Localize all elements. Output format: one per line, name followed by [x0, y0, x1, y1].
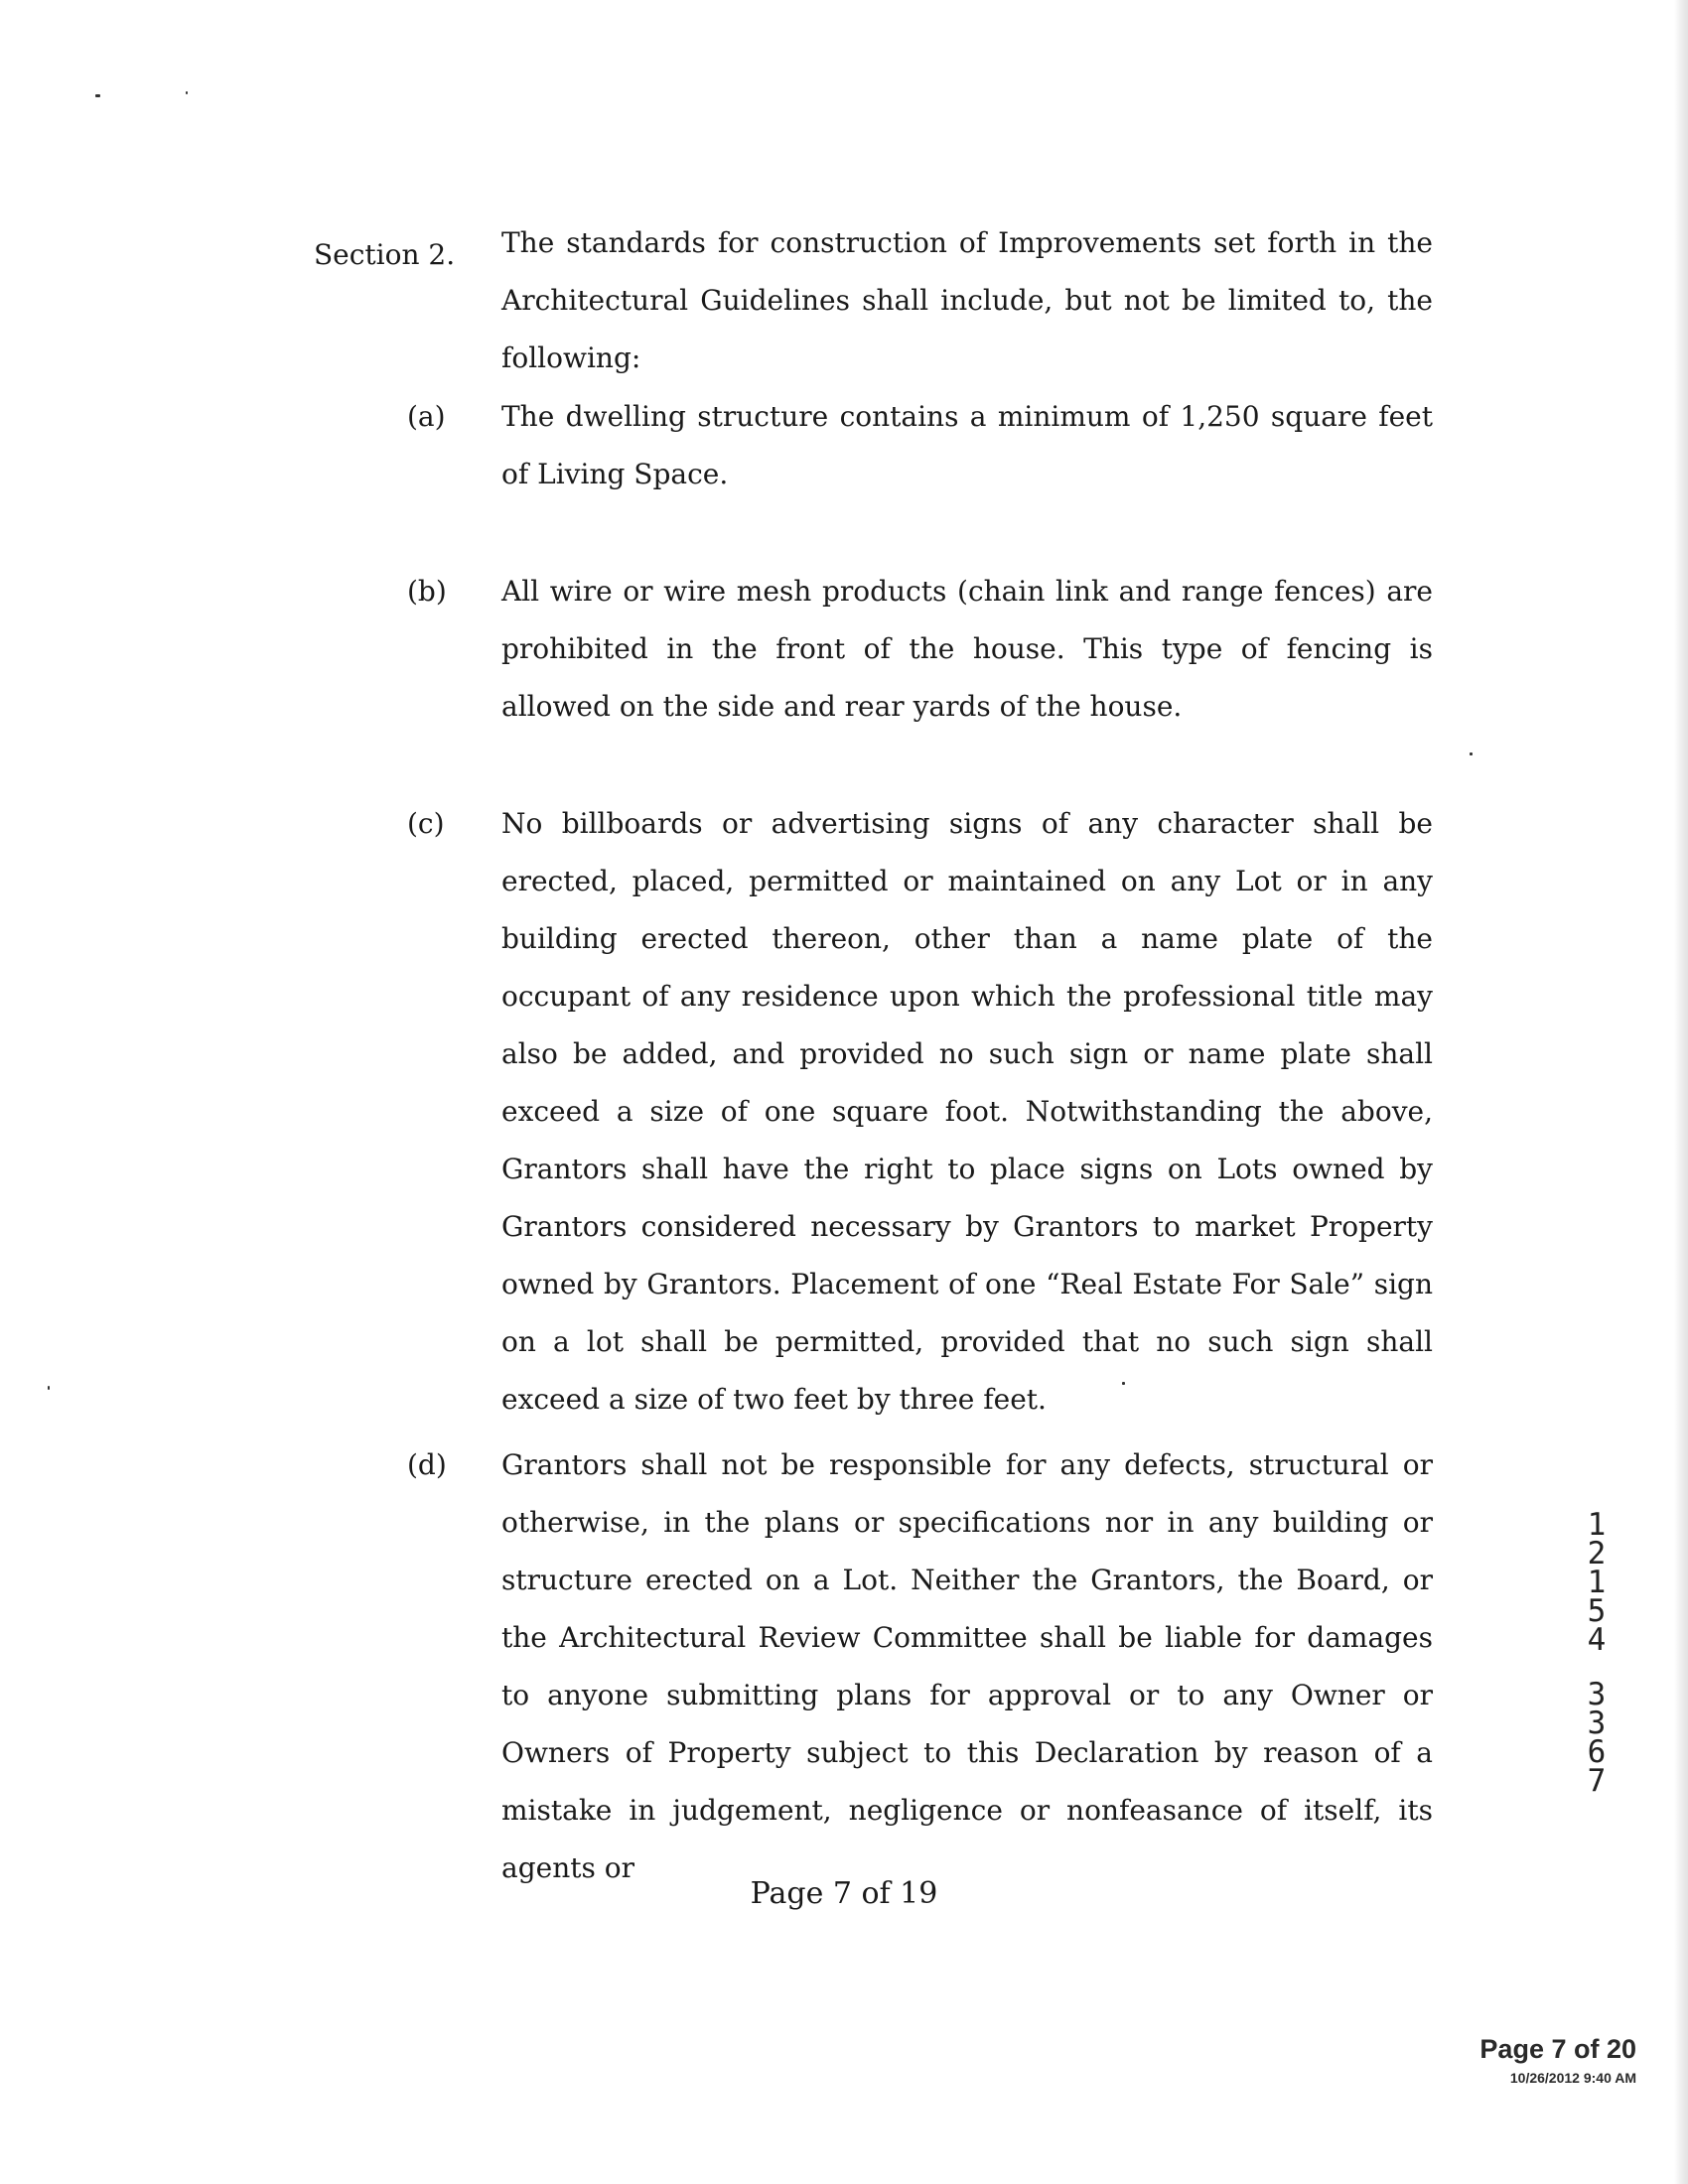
page-number-footer: Page 7 of 19 [750, 1876, 938, 1911]
item-d-label: (d) [407, 1448, 447, 1481]
item-d-text: Grantors shall not be responsible for any defects, structural or otherwise, in the plans or specifications nor in any building or structure erected on a Lot. Neither the Grantors, the Board, or the Architectural Review Committee shall be liable for damages to anyone submitting plans for approval or to any Owner or Owners of Property subject to this Declaration by reason of a mistake in judgement, negligence or nonfeasance of itself, its agents or [501, 1448, 1433, 1884]
book-digit: 1 [1587, 1507, 1607, 1543]
page-digit: 3 [1587, 1677, 1607, 1712]
item-b-label: (b) [407, 575, 447, 608]
book-digit: 5 [1587, 1593, 1607, 1629]
page-digit: 3 [1587, 1706, 1607, 1741]
scanned-page-edge [1674, 0, 1688, 2184]
scan-speck [186, 91, 188, 94]
section-intro-text: The standards for construction of Improvements set forth in the Architectural Guidelines shall include, but not be limited to, the following: [501, 226, 1433, 374]
book-digit: 4 [1587, 1622, 1607, 1658]
recorder-timestamp: 10/26/2012 9:40 AM [1509, 2070, 1636, 2086]
book-digit: 2 [1587, 1536, 1607, 1571]
page-digit: 7 [1587, 1763, 1607, 1799]
item-c-label: (c) [407, 807, 445, 840]
scan-speck [95, 94, 100, 97]
item-c-text: No billboards or advertising signs of any character shall be erected, placed, permitted or maintained on any Lot or in any building erected thereon, other than a name plate of the occupant of any residence upon which the professional title may also be added, and provided no such sign or name plate shall exceed a size of one square foot. Notwithstanding the above, Grantors shall have the right to place signs on Lots owned by Grantors considered necessary by Grantors to market Property owned by Grantors. Placement of one “Real Estate For Sale” sign on a lot shall be permitted, provided that no such sign shall exceed a size of two feet by three feet. [501, 807, 1433, 1416]
book-digit: 1 [1587, 1565, 1607, 1600]
scan-speck [48, 1386, 50, 1390]
item-a-text: The dwelling structure contains a minimum of 1,250 square feet of Living Space. [501, 400, 1433, 490]
recording-book-page-stamp [1577, 1507, 1617, 1799]
item-b-text: All wire or wire mesh products (chain link and range fences) are prohibited in the front of the house. This type of fencing is allowed on the side and rear yards of the house. [501, 575, 1433, 723]
item-a-label: (a) [407, 400, 446, 433]
page-digit: 6 [1587, 1734, 1607, 1770]
scan-speck [1470, 752, 1473, 755]
section-label: Section 2. [314, 238, 456, 271]
recorder-page-count: Page 7 of 20 [1479, 2034, 1636, 2064]
